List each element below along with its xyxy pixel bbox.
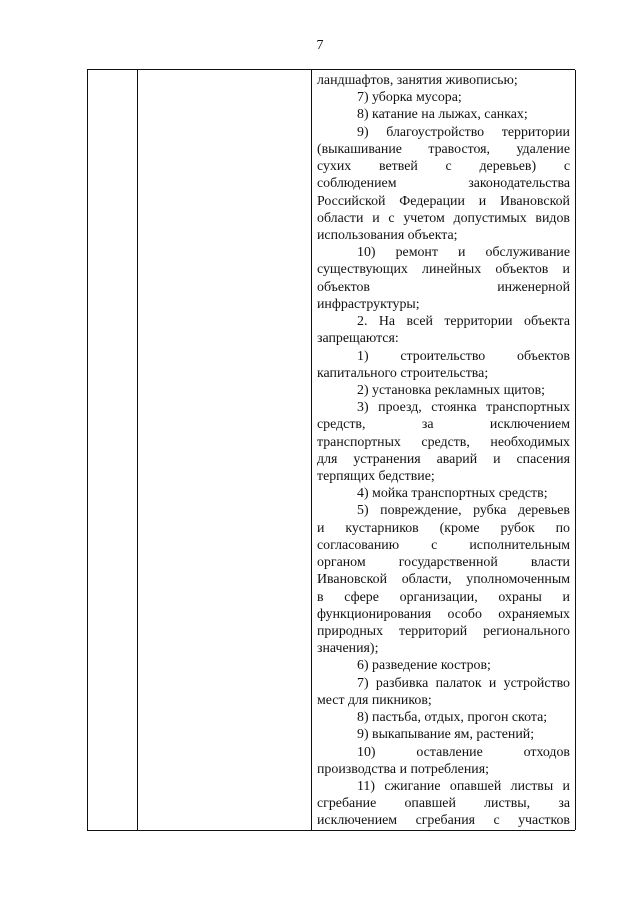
text-line: 6) разведение костров; bbox=[357, 658, 491, 674]
text-line: 4) мойка транспортных средств; bbox=[357, 486, 548, 502]
text-line: 5) повреждение, рубка деревьев bbox=[357, 503, 570, 519]
text-line: производства и потребления; bbox=[317, 761, 489, 777]
text-line: природных территорий регионального bbox=[317, 624, 570, 639]
regulations-table bbox=[87, 69, 575, 831]
table-column-name bbox=[138, 70, 312, 830]
text-line: соблюдением законодательства bbox=[317, 176, 570, 192]
text-line: 9) благоустройство территории bbox=[357, 124, 570, 140]
text-line: 10) ремонт и обслуживание bbox=[357, 245, 570, 261]
table-column-regime bbox=[312, 70, 576, 830]
text-line: инфраструктуры; bbox=[317, 296, 420, 312]
text-line: сухих ветвей с деревьев) с bbox=[317, 159, 570, 175]
text-line: транспортных средств, необходимых bbox=[317, 434, 570, 450]
text-line: 3) проезд, стоянка транспортных bbox=[357, 400, 570, 416]
text-line: для устранения аварий и спасения bbox=[317, 451, 570, 467]
text-line: Российской Федерации и Ивановской bbox=[317, 193, 570, 209]
text-line: запрещаются: bbox=[317, 331, 399, 347]
text-line: 7) уборка мусора; bbox=[357, 90, 462, 106]
text-line: исключением сгребания с участков bbox=[317, 813, 570, 829]
text-line: капитального строительства; bbox=[317, 365, 489, 381]
text-line: 10) оставление отходов bbox=[357, 744, 570, 760]
text-line: ландшафтов, занятия живописью; bbox=[317, 73, 518, 88]
text-line: 7) разбивка палаток и устройство bbox=[357, 675, 570, 691]
regime-text bbox=[317, 72, 570, 830]
text-line: существующих линейных объектов и bbox=[317, 262, 570, 278]
text-line: согласованию с исполнительным bbox=[317, 537, 570, 553]
text-line: сгребание опавшей листвы, за bbox=[317, 796, 570, 812]
text-line: и кустарников (кроме рубок по bbox=[317, 520, 570, 536]
text-line: терпящих бедствие; bbox=[317, 469, 435, 485]
text-line: (выкашивание травостоя, удаление bbox=[317, 141, 570, 157]
text-line: Ивановской области, уполномоченным bbox=[317, 572, 570, 588]
text-line: средств, за исключением bbox=[317, 417, 570, 433]
text-line: 11) сжигание опавшей листвы и bbox=[357, 778, 570, 794]
text-line: 9) выкапывание ям, растений; bbox=[357, 727, 535, 743]
text-line: 8) пастьба, отдых, прогон скота; bbox=[357, 710, 548, 726]
text-line: 2) установка рекламных щитов; bbox=[357, 382, 545, 398]
text-line: органом государственной власти bbox=[317, 555, 570, 571]
text-line: 1) строительство объектов bbox=[357, 348, 570, 364]
text-line: 2. На всей территории объекта bbox=[357, 314, 570, 330]
text-line: в сфере организации, охраны и bbox=[317, 589, 570, 605]
text-line: использования объекта; bbox=[317, 227, 458, 243]
text-line: функционирования особо охраняемых bbox=[317, 606, 570, 622]
text-line: области и с учетом допустимых видов bbox=[317, 210, 570, 226]
text-line: 8) катание на лыжах, санках; bbox=[357, 107, 528, 123]
page-number: 7 bbox=[316, 38, 324, 53]
table-column-number bbox=[88, 70, 138, 830]
text-line: мест для пикников; bbox=[317, 692, 432, 708]
text-line: значения); bbox=[317, 641, 379, 657]
text-line: объектов инженерной bbox=[317, 279, 570, 295]
